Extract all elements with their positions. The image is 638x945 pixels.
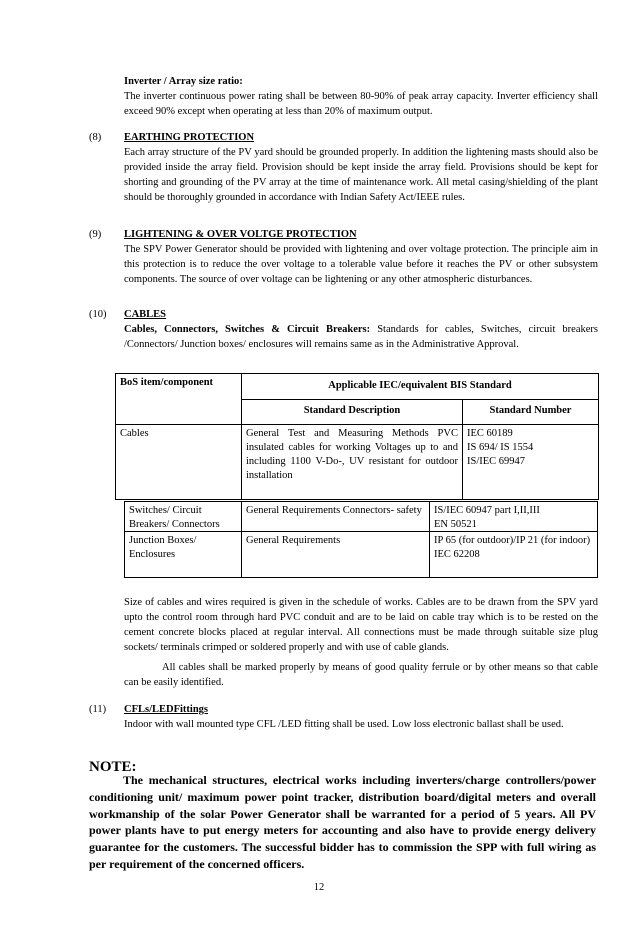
section-9-number: (9)	[89, 229, 102, 240]
table-header-group: Applicable IEC/equivalent BIS Standard	[241, 373, 599, 400]
note-text	[89, 772, 596, 873]
section-11-title: CFLs/LEDFittings	[124, 704, 209, 715]
section-9-text: The SPV Power Generator should be provided with lightening and over voltage protection. The principle aim in this protection is to reduce the over voltage to a tolerable value before it reaches the PV or other subsystem components. The source of over voltage can be lightening or any other atmospheric disturbances.	[124, 244, 598, 285]
section-8-text: Each array structure of the PV yard should be grounded properly. In addition the lightening masts should also be provided inside the array field. Provision should be kept inside the array field. Provisions should be kept for shorting and grounding of the PV array at the time of maintenance work. All metal casing/shielding of the plant should be thoroughly grounded in accordance with Indian Safety Act/IEEE rules.	[124, 147, 598, 203]
section-11-text: Indoor with wall mounted type CFL /LED fitting shall be used. Low loss electronic ballast shall be used.	[124, 719, 564, 730]
section-9-title: LIGHTENING & OVER VOLTGE PROTECTION	[124, 229, 357, 240]
table-row-cables-number: IEC 60189 IS 694/ IS 1554 IS/IEC 69947	[462, 424, 599, 500]
note-title: NOTE:	[89, 759, 137, 775]
inverter-text: The inverter continuous power rating shall be between 80-90% of peak array capacity. Inverter efficiency shall exceed 90% except when operating at less than 20% of maximum output.	[124, 91, 598, 117]
section-10-text	[124, 322, 598, 352]
inverter-heading: Inverter / Array size ratio:	[124, 76, 243, 87]
table-row-cables-desc: General Test and Measuring Methods PVC insulated cables for working Voltages up to and including 1100 V-Do-, UV resistant for outdoor installation	[241, 424, 463, 500]
table-header-bos: BoS item/component	[115, 373, 242, 425]
table-row-junction-number: IP 65 (for outdoor)/IP 21 (for indoor) IEC 62208	[429, 531, 598, 578]
table-row-junction-desc: General Requirements	[241, 531, 430, 578]
table-row-switches-desc: General Requirements Connectors- safety	[241, 501, 430, 532]
section-10-subheading: Cables, Connectors, Switches & Circuit Breakers:	[124, 324, 371, 335]
table-row-switches-item: Switches/ Circuit Breakers/ Connectors	[124, 501, 242, 532]
table-header-description: Standard Description	[241, 399, 463, 425]
section-8-number: (8)	[89, 132, 102, 143]
table-row-switches-number: IS/IEC 60947 part I,II,III EN 50521	[429, 501, 598, 532]
section-8-title: EARTHING PROTECTION	[124, 132, 255, 143]
cables-paragraph-2: All cables shall be marked properly by means of good quality ferrule or by other means so that cable can be easily identified.	[124, 662, 598, 688]
table-header-number: Standard Number	[462, 399, 599, 425]
note-body: The mechanical structures, electrical works including inverters/charge controllers/power conditioning unit/ maximum power point tracker, distribution board/digital meters and overall workmanship of the solar Power Generator shall be warranted for a period of 5 years. All PV power plants have to put energy meters for accounting and also have to provide energy delivery guarantee for the customers. The successful bidder has to commission the SPP with full wiring as per requirement of the concerned officers.	[89, 773, 596, 871]
table-row-cables-item: Cables	[115, 424, 242, 500]
section-10-subtext: Standards for cables, Switches, circuit breakers /Connectors/ Junction boxes/ enclosures will remains same as in the Administrative Approval.	[124, 324, 598, 350]
cables-paragraph-1: Size of cables and wires required is given in the schedule of works. Cables are to be drawn from the SPV yard upto the control room through hard PVC conduit and are to be laid on cable tray which is to be rested on the cement concrete blocks placed at regular interval. All connections must be made through suitable size plug sockets/ terminals crimped or soldered properly and with use of cable glands.	[124, 597, 598, 653]
page-number: 12	[313, 882, 325, 893]
section-11-number: (11)	[89, 704, 107, 715]
section-10-number: (10)	[89, 309, 107, 320]
table-row-junction-item: Junction Boxes/ Enclosures	[124, 531, 242, 578]
section-10-title: CABLES	[124, 309, 167, 320]
